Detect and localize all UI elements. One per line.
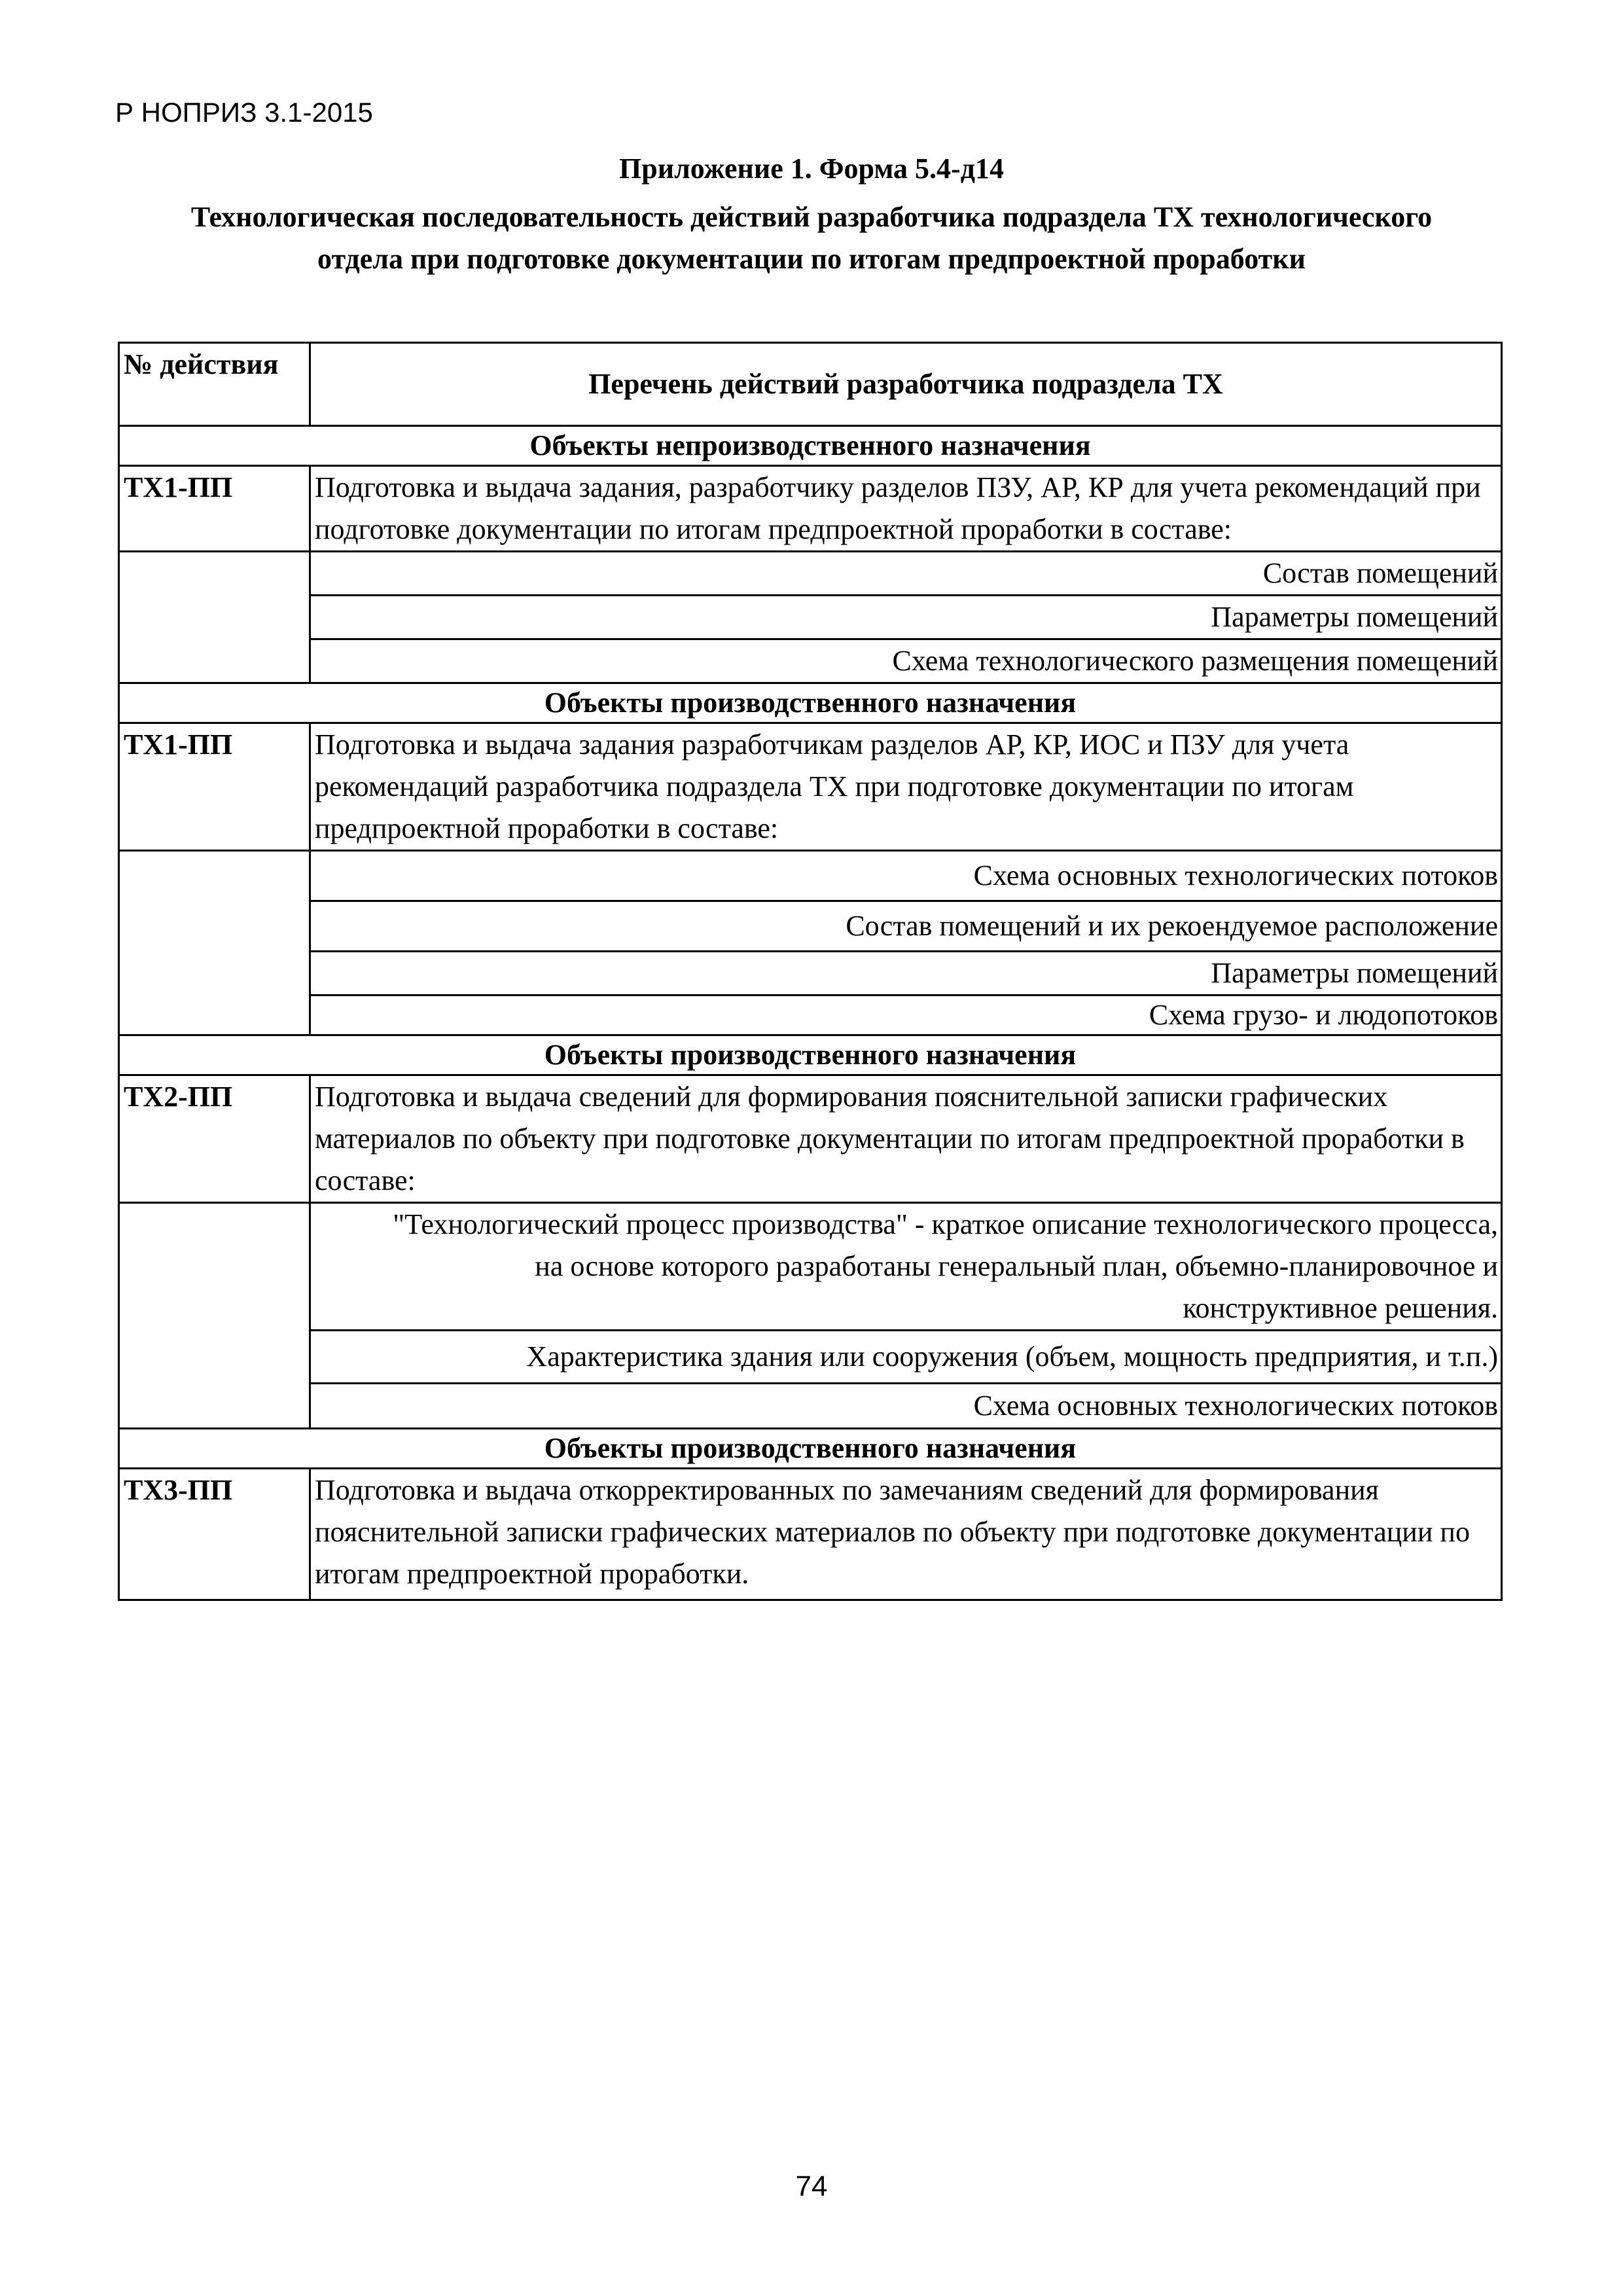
action-code: ТХ2-ПП <box>119 1075 310 1203</box>
action-item: Состав помещений и их рекоендуемое расположение <box>310 901 1502 952</box>
item-row <box>119 639 1502 683</box>
item-row <box>119 1331 1502 1384</box>
empty-cell <box>119 851 310 1035</box>
empty-cell <box>119 552 310 683</box>
action-description: Подготовка и выдача задания разработчикам разделов АР, КР, ИОС и ПЗУ для учета рекомендаций разработчика подраздела ТХ при подготовке документации по итогам предпроектной проработки в составе: <box>310 723 1502 851</box>
column-header-actions: Перечень действий разработчика подраздела ТХ <box>310 343 1502 426</box>
section-title: Объекты производственного назначения <box>119 683 1502 723</box>
column-header-number: № действия <box>119 343 310 426</box>
action-description: Подготовка и выдача откорректированных по замечаниям сведений для формирования пояснительной записки графических материалов по объекту при подготовке документации по итогам предпроектной проработки. <box>310 1469 1502 1600</box>
item-row <box>119 851 1502 901</box>
section-title: Объекты непроизводственного назначения <box>119 426 1502 466</box>
section-row <box>119 683 1502 723</box>
section-title: Объекты производственного назначения <box>119 1035 1502 1075</box>
action-code: ТХ1-ПП <box>119 466 310 552</box>
page-number: 74 <box>795 2170 828 2202</box>
action-item: Состав помещений <box>310 552 1502 596</box>
action-row <box>119 723 1502 851</box>
action-row <box>119 1469 1502 1600</box>
action-item: Схема грузо- и людопотоков <box>310 996 1502 1035</box>
action-description: Подготовка и выдача сведений для формирования пояснительной записки графических материалов по объекту при подготовке документации по итогам предпроектной проработки в составе: <box>310 1075 1502 1203</box>
action-item: Схема основных технологических потоков <box>310 1384 1502 1429</box>
document-title: Технологическая последовательность действий разработчика подраздела ТХ технологического отдела при подготовке документации по итогам предпроектной проработки <box>190 201 1433 275</box>
action-description: Подготовка и выдача задания, разработчику разделов ПЗУ, АР, КР для учета рекомендаций при подготовке документации по итогам предпроектной проработки в составе: <box>310 466 1502 552</box>
item-row <box>119 996 1502 1035</box>
action-code: ТХ1-ПП <box>119 723 310 851</box>
action-item: Схема технологического размещения помещений <box>310 639 1502 683</box>
item-row <box>119 596 1502 639</box>
action-item: "Технологический процесс производства" - краткое описание технологического процесса, на основе которого разработаны генеральный план, объемно-планировочное и конструктивное решения. <box>310 1203 1502 1331</box>
item-row <box>119 952 1502 996</box>
table-header-row <box>119 343 1502 426</box>
section-row <box>119 426 1502 466</box>
section-row <box>119 1429 1502 1469</box>
action-item: Параметры помещений <box>310 952 1502 996</box>
item-row <box>119 1384 1502 1429</box>
item-row <box>119 901 1502 952</box>
actions-table <box>118 342 1503 1601</box>
action-item: Схема основных технологических потоков <box>310 851 1502 901</box>
document-code: Р НОПРИЗ 3.1-2015 <box>115 97 373 128</box>
action-item: Параметры помещений <box>310 596 1502 639</box>
item-row <box>119 552 1502 596</box>
action-row <box>119 466 1502 552</box>
item-row <box>119 1203 1502 1331</box>
action-item: Характеристика здания или сооружения (объем, мощность предприятия, и т.п.) <box>310 1331 1502 1384</box>
action-row <box>119 1075 1502 1203</box>
section-row <box>119 1035 1502 1075</box>
empty-cell <box>119 1203 310 1429</box>
action-code: ТХ3-ПП <box>119 1469 310 1600</box>
appendix-title: Приложение 1. Форма 5.4-д14 <box>619 152 1004 185</box>
section-title: Объекты производственного назначения <box>119 1429 1502 1469</box>
